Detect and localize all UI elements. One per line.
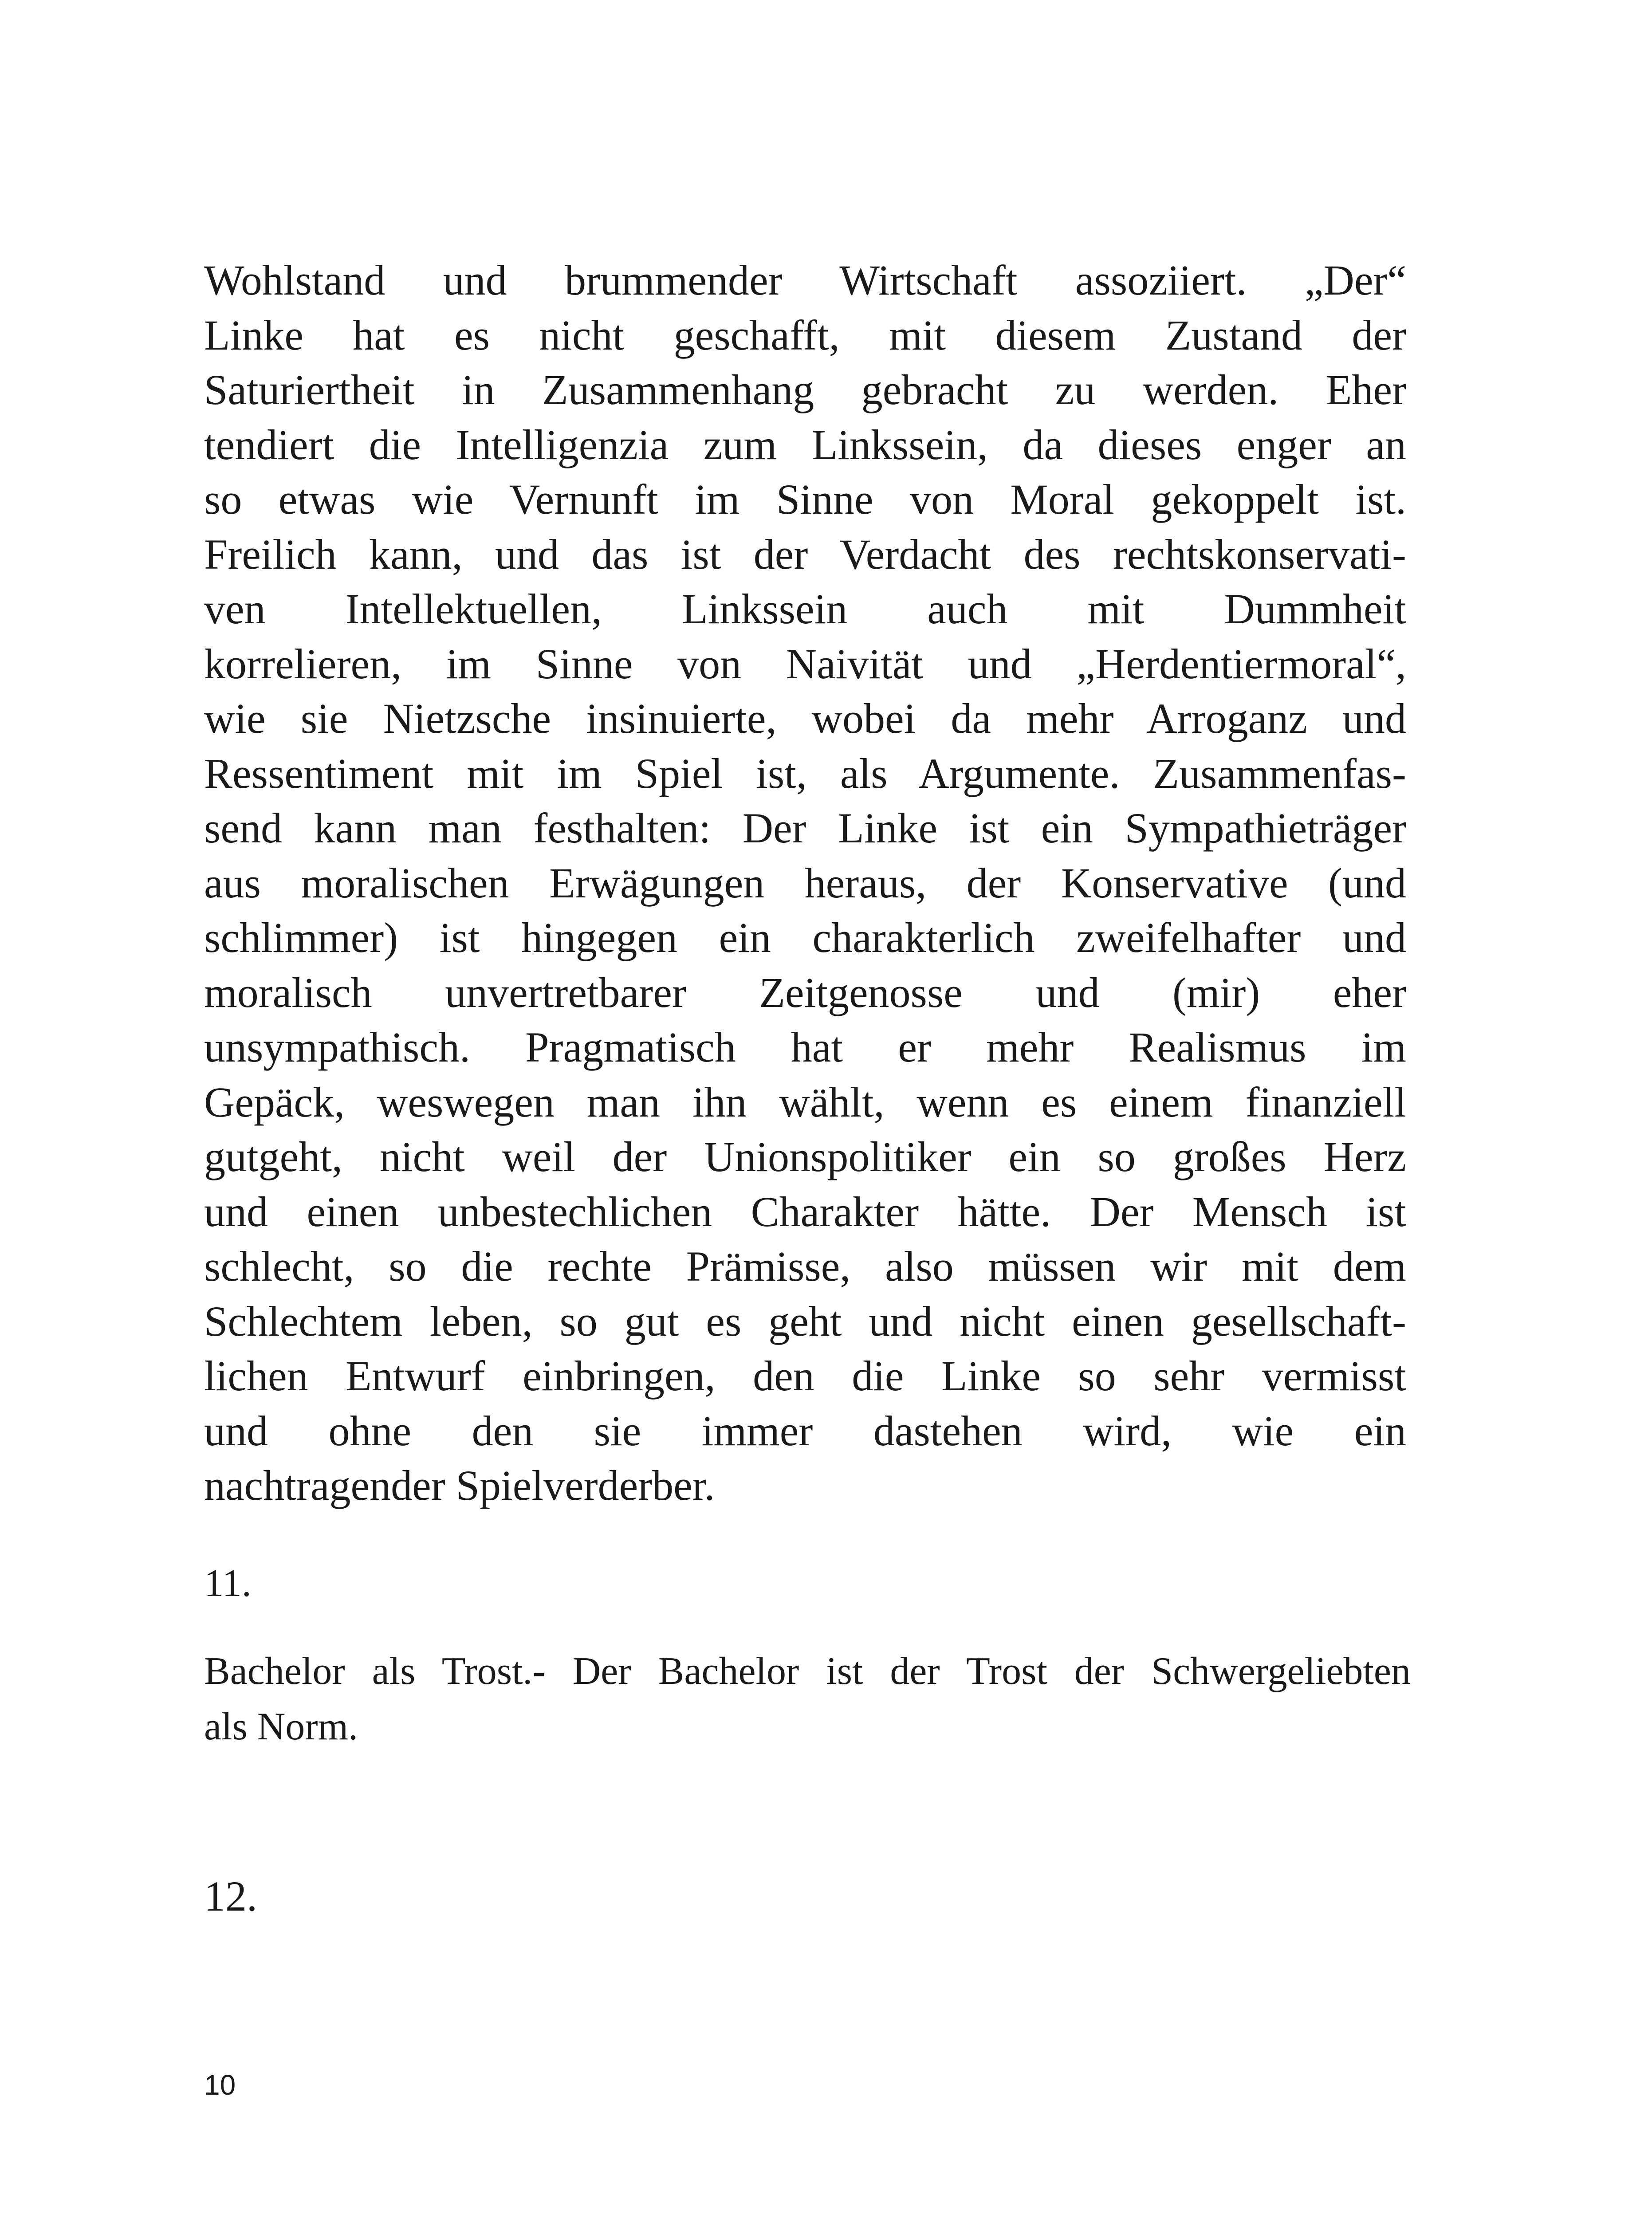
paragraph-line: ven Intellektuellen, Linkssein auch mit Dummheit [204, 585, 1406, 633]
paragraph-line: so etwas wie Vernunft im Sinne von Moral gekoppelt ist. [204, 476, 1406, 523]
aphorism-line: als Norm. [204, 1705, 358, 1748]
paragraph-line: und einen unbestechlichen Charakter hätte. Der Mensch ist [204, 1188, 1406, 1235]
aphorism-line: Bachelor als Trost.- Der Bachelor ist der Trost der Schwergeliebten [204, 1650, 1411, 1693]
paragraph-line: nachtragender Spielverderber. [204, 1462, 715, 1509]
paragraph-line: schlimmer) ist hingegen ein charakterlich zweifelhafter und [204, 914, 1406, 961]
paragraph-line: unsympathisch. Pragmatisch hat er mehr Realismus im [204, 1023, 1406, 1071]
paragraph-line: Linke hat es nicht geschafft, mit diesem Zustand der [204, 311, 1406, 359]
paragraph-line: aus moralischen Erwägungen heraus, der Konservative (und [204, 859, 1406, 907]
main-paragraph [204, 253, 1406, 1513]
section-number-11: 11. [204, 1562, 252, 1605]
paragraph-line: wie sie Nietzsche insinuierte, wobei da mehr Arroganz und [204, 695, 1406, 742]
paragraph-line: korrelieren, im Sinne von Naivität und „Herdentiermoral“, [204, 640, 1406, 688]
paragraph-line: und ohne den sie immer dastehen wird, wie ein [204, 1407, 1406, 1455]
aphorism-paragraph [204, 1644, 1411, 1754]
page-number: 10 [204, 2069, 236, 2101]
paragraph-line: Gepäck, weswegen man ihn wählt, wenn es einem finanziell [204, 1078, 1406, 1126]
paragraph-line: Saturiertheit in Zusammenhang gebracht zu werden. Eher [204, 366, 1406, 413]
paragraph-line: Freilich kann, und das ist der Verdacht des rechtskonservati- [204, 530, 1406, 578]
paragraph-line: moralisch unvertretbarer Zeitgenosse und (mir) eher [204, 968, 1406, 1016]
paragraph-line: Schlechtem leben, so gut es geht und nicht einen gesellschaft- [204, 1297, 1406, 1345]
paragraph-line: gutgeht, nicht weil der Unionspolitiker ein so großes Herz [204, 1133, 1406, 1180]
paragraph-line: schlecht, so die rechte Prämisse, also müssen wir mit dem [204, 1243, 1406, 1290]
paragraph-line: lichen Entwurf einbringen, den die Linke so sehr vermisst [204, 1352, 1406, 1400]
paragraph-line: send kann man festhalten: Der Linke ist ein Sympathieträger [204, 804, 1406, 852]
paragraph-line: Ressentiment mit im Spiel ist, als Argumente. Zusammenfas- [204, 749, 1406, 797]
paragraph-line: Wohlstand und brummender Wirtschaft assoziiert. „Der“ [204, 256, 1406, 304]
section-number-12: 12. [204, 1872, 257, 1920]
paragraph-line: tendiert die Intelligenzia zum Linkssein, da dieses enger an [204, 421, 1406, 468]
